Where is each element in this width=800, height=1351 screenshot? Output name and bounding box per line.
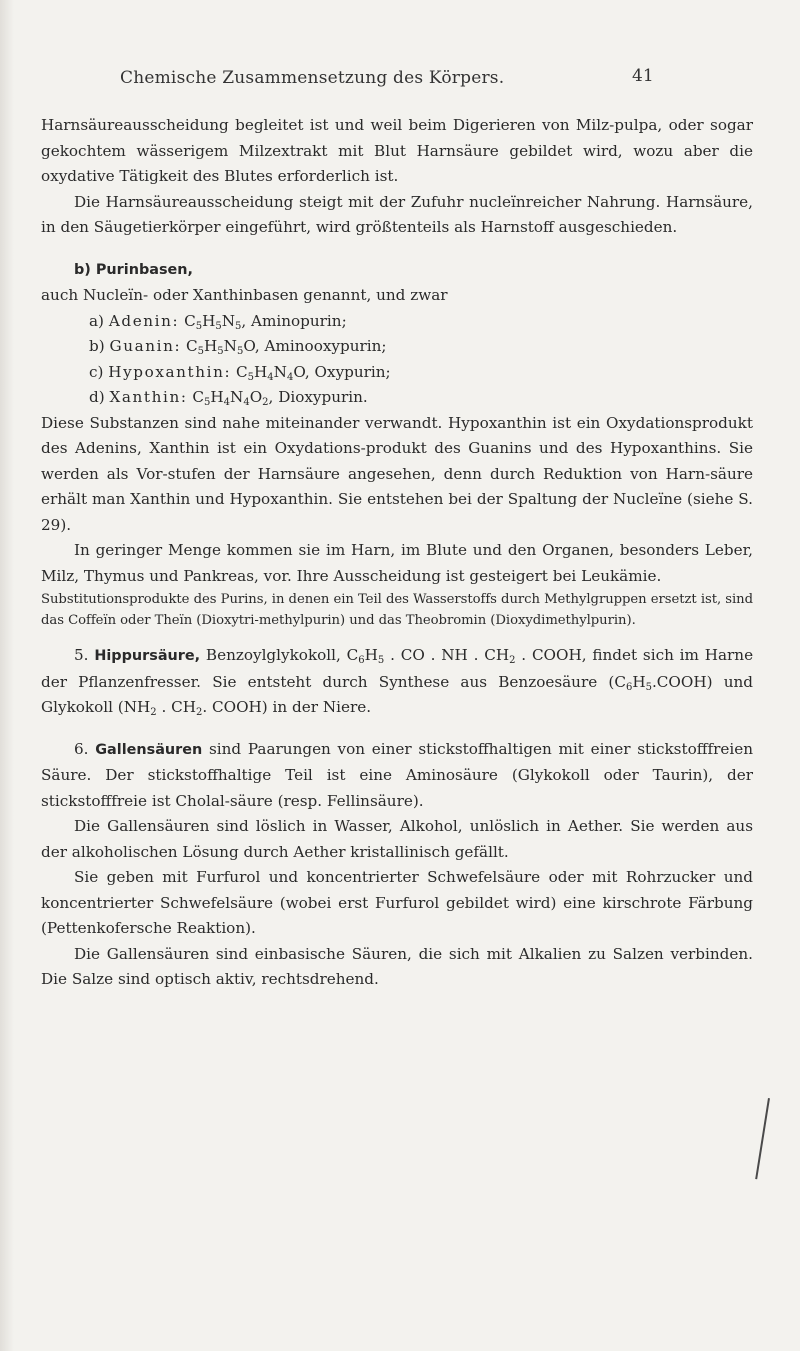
substance-name: Guanin:	[109, 337, 182, 355]
margin-pencil-mark	[755, 1098, 770, 1179]
substance-name: Hypoxanthin:	[108, 362, 232, 381]
section-number: 5.	[74, 646, 89, 664]
hippursaeure-formula: Benzoylglykokoll, $C_6H_5$ . CO . NH . $CH_2$ . COOH,	[205, 646, 587, 666]
list-marker: a)	[89, 311, 104, 330]
page-edge-shadow	[0, 0, 14, 1351]
substance-description: Dioxypurin.	[278, 388, 368, 406]
purinbasen-paragraph-1: Diese Substanzen sind nahe miteinander verwandt. Hypoxanthin ist ein Oxydationsprodukt des Adenins, Xanthin ist ein Oxydations-produkt des Guanins und des Hypoxanthins. Sie werden als Vor-stufen der Harnsäure angesehen, denn durch Reduktion von Harn-säure erhält man Xanthin und Hypoxanthin. Sie entstehen bei der Spaltung der Nucleïne (siehe S. 29).	[41, 413, 753, 534]
purinbasen-paragraph-2: In geringer Menge kommen sie im Harn, im Blute und den Organen, besonders Leber, Milz, Thymus und Pankreas, vor. Ihre Ausscheidung ist gesteigert bei Leukämie.	[41, 541, 753, 585]
page-header	[0, 68, 800, 96]
purinbasen-small-note: Substitutionsprodukte des Purins, in denen ein Teil des Wasserstoffs durch Methylgruppen ersetzt ist, sind das Coffeïn oder Theïn (Dioxytri-methylpurin) und das Theobromin (Dioxydimethylpurin).	[41, 592, 753, 628]
gallensaeuren-paragraph-3: Sie geben mit Furfurol und koncentrierter Schwefelsäure oder mit Rohrzucker und koncentrierter Schwefelsäure (wobei erst Furfurol gebildet wird) eine kirschrote Färbung (Pettenkofersche Reaktion).	[41, 868, 753, 937]
paragraph-harnsaeure-continued: Harnsäureausscheidung begleitet ist und weil beim Digerieren von Milz-pulpa, oder sogar gekochtem wässerigem Milzextrakt mit Blut Harnsäure gebildet wird, wozu aber die oxydative Tätigkeit des Blutes erforderlich ist.	[41, 116, 753, 185]
formula: $C_5H_4N_4O$,	[236, 362, 310, 383]
list-marker: c)	[89, 362, 104, 381]
running-title: Chemische Zusammensetzung des Körpers.	[120, 68, 505, 88]
gallensaeuren-heading: Gallensäuren	[95, 741, 203, 758]
formula: $C_5H_5N_5$,	[184, 311, 247, 332]
list-item	[89, 385, 753, 411]
gallensaeuren-paragraph-1	[41, 737, 753, 815]
section-gap	[41, 241, 753, 257]
formula: $C_5H_5N_5O$,	[186, 337, 260, 357]
section-gap	[41, 631, 753, 643]
formula: $C_5H_4N_4O_2$,	[192, 388, 274, 408]
substance-name: Xanthin:	[109, 388, 188, 406]
page-number: 41	[632, 66, 654, 86]
hippursaeure-heading: Hippursäure,	[94, 648, 201, 664]
purinbasen-list	[41, 309, 753, 411]
purinbasen-intro: auch Nucleïn- oder Xanthinbasen genannt, und zwar	[41, 286, 448, 304]
hippursaeure-text: findet sich im Harne der Pflanzenfresser. Sie entsteht durch Synthese aus Benzoesäure $(C_6H_5.COOH)$ und Glykokoll ($NH_2$ . $CH_2$. COOH) in der Niere.	[41, 646, 754, 718]
substance-name: Adenin:	[108, 311, 180, 330]
purinbasen-heading: b) Purinbasen,	[74, 261, 194, 278]
gallensaeuren-paragraph-2: Die Gallensäuren sind löslich in Wasser, Alkohol, unlöslich in Aether. Sie werden aus der alkoholischen Lösung durch Aether kristallinisch gefällt.	[41, 817, 753, 861]
list-marker: d)	[89, 388, 105, 406]
list-item	[89, 360, 753, 386]
list-marker: b)	[89, 337, 105, 355]
substance-description: Aminopurin;	[251, 311, 347, 330]
hippursaeure-paragraph	[41, 643, 753, 721]
paragraph-harnsaeure-ausscheidung: Die Harnsäureausscheidung steigt mit der Zufuhr nucleïnreicher Nahrung. Harnsäure, in den Säugetierkörper eingeführt, wird größtenteils als Harnstoff ausgeschieden.	[41, 192, 753, 236]
list-item	[89, 334, 753, 360]
gallensaeuren-paragraph-4: Die Gallensäuren sind einbasische Säuren, die sich mit Alkalien zu Salzen verbinden. Die Salze sind optisch aktiv, rechtsdrehend.	[41, 944, 753, 988]
section-number: 6.	[74, 739, 89, 758]
substance-description: Aminooxypurin;	[264, 337, 387, 355]
purinbasen-heading-line	[41, 257, 753, 284]
gallensaeuren-text: sind Paarungen von einer stickstoffhaltigen mit einer stickstofffreien Säure. Der stickstoffhaltige Teil ist eine Aminosäure (Glykokoll oder Taurin), der stickstofffreie ist Cholal-säure (resp. Fellinsäure).	[41, 739, 754, 810]
substance-description: Oxypurin;	[314, 362, 391, 381]
list-item	[89, 309, 753, 335]
section-gap	[41, 721, 753, 737]
body-text	[41, 113, 753, 993]
